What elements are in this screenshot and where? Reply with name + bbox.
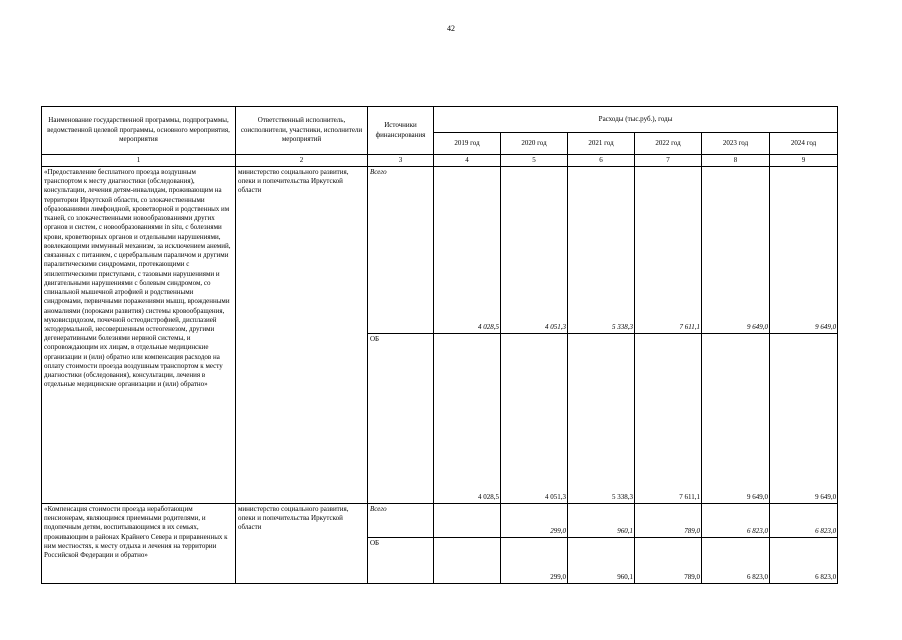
value-ob-2023: 6 823,0 — [702, 538, 770, 584]
value-total-2020: 4 051,3 — [501, 167, 568, 334]
value-total-2022: 789,0 — [635, 504, 702, 538]
header-expenses-cell: Расходы (тыс.руб.), годы — [434, 107, 838, 133]
header-executor-cell: Ответственный исполнитель, соисполнители, участники, исполнители мероприятий — [236, 107, 368, 155]
value-ob-2023: 9 649,0 — [702, 334, 770, 504]
column-number: 4 — [434, 155, 501, 167]
year-2022: 2022 год — [635, 133, 702, 155]
value-ob-2019: 4 028,5 — [434, 334, 501, 504]
source-total-label: Всего — [368, 504, 434, 538]
value-ob-2019 — [434, 538, 501, 584]
value-ob-2022: 789,0 — [635, 538, 702, 584]
column-number: 9 — [770, 155, 838, 167]
year-2023: 2023 год — [702, 133, 770, 155]
value-total-2024: 9 649,0 — [770, 167, 838, 334]
value-total-2021: 5 338,3 — [568, 167, 635, 334]
value-total-2022: 7 611,1 — [635, 167, 702, 334]
value-ob-2020: 299,0 — [501, 538, 568, 584]
header-row — [42, 107, 838, 133]
value-total-2020: 299,0 — [501, 504, 568, 538]
value-ob-2024: 6 823,0 — [770, 538, 838, 584]
value-total-2021: 960,1 — [568, 504, 635, 538]
value-ob-2021: 5 338,3 — [568, 334, 635, 504]
column-numbers-row — [42, 155, 838, 167]
value-total-2024: 6 823,0 — [770, 504, 838, 538]
value-ob-2020: 4 051,3 — [501, 334, 568, 504]
budget-table — [41, 106, 838, 584]
value-ob-2021: 960,1 — [568, 538, 635, 584]
value-total-2023: 9 649,0 — [702, 167, 770, 334]
value-total-2019: 4 028,5 — [434, 167, 501, 334]
executor-cell: министерство социального развития, опеки и попечительства Иркутской области — [236, 167, 368, 504]
table-row — [42, 167, 838, 334]
year-2024: 2024 год — [770, 133, 838, 155]
page-number: 42 — [447, 24, 455, 33]
column-number: 8 — [702, 155, 770, 167]
column-number: 2 — [236, 155, 368, 167]
year-2021: 2021 год — [568, 133, 635, 155]
activity-name-cell: «Компенсация стоимости проезда неработающим пенсионерам, являющимся приемными родителями, и подопечным детям, воспитывающимся в их семьях, проживающим в районах Крайнего Севера и приравненных к ним местностях, к месту отдыха и лечения на территории Российской Федерации и обратно» — [42, 504, 236, 584]
source-ob-label: ОБ — [368, 538, 434, 584]
column-number: 6 — [568, 155, 635, 167]
source-total-label: Всего — [368, 167, 434, 334]
column-number: 7 — [635, 155, 702, 167]
value-ob-2024: 9 649,0 — [770, 334, 838, 504]
executor-cell: министерство социального развития, опеки и попечительства Иркутской области — [236, 504, 368, 584]
header-source-cell: Источники финансирования — [368, 107, 434, 155]
table-row — [42, 504, 838, 538]
value-ob-2022: 7 611,1 — [635, 334, 702, 504]
column-number: 1 — [42, 155, 236, 167]
header-name-cell: Наименование государственной программы, подпрограммы, ведомственной целевой программы, основного мероприятия, мероприятия — [42, 107, 236, 155]
column-number: 5 — [501, 155, 568, 167]
activity-name-cell: «Предоставление бесплатного проезда воздушным транспортом к месту диагностики (обследования), консультации, лечения детям-инвалидам, проживающим на территории Иркутской области, со злокачественными образованиями лимфоидной, кроветворной и родственных им тканей, со злокачественными новообразованиями других органов и систем, с новообразованиями in situ, с болезнями крови, кроветворных органов и отдельными нарушениями, вовлекающими иммунный механизм, за исключением анемий, связанных с питанием, с церебральным параличом и другими паралитическими синдромами, протекающими с эпилептическими приступами, с тазовыми нарушениями и двигательными нарушениями с болевым синдромом, со спинальной мышечной атрофией и родственными синдромами, первичными поражениями мышц, врожденными аномалиями (пороками развития) системы кровообращения, муковисцидозом, почечной остеодистрофией, дисплазией эктодермальной, несовершенным остеогенезом, другими дегенеративными болезнями нервной системы, и сопровождающим их лицам, в отдельные медицинские организации и (или) обратно или компенсация расходов на оплату стоимости проезда воздушным транспортом к месту диагностики (обследования), консультации, лечения в отдельные медицинские организации и (или) обратно» — [42, 167, 236, 504]
value-total-2019 — [434, 504, 501, 538]
value-total-2023: 6 823,0 — [702, 504, 770, 538]
source-ob-label: ОБ — [368, 334, 434, 504]
year-2019: 2019 год — [434, 133, 501, 155]
column-number: 3 — [368, 155, 434, 167]
year-2020: 2020 год — [501, 133, 568, 155]
